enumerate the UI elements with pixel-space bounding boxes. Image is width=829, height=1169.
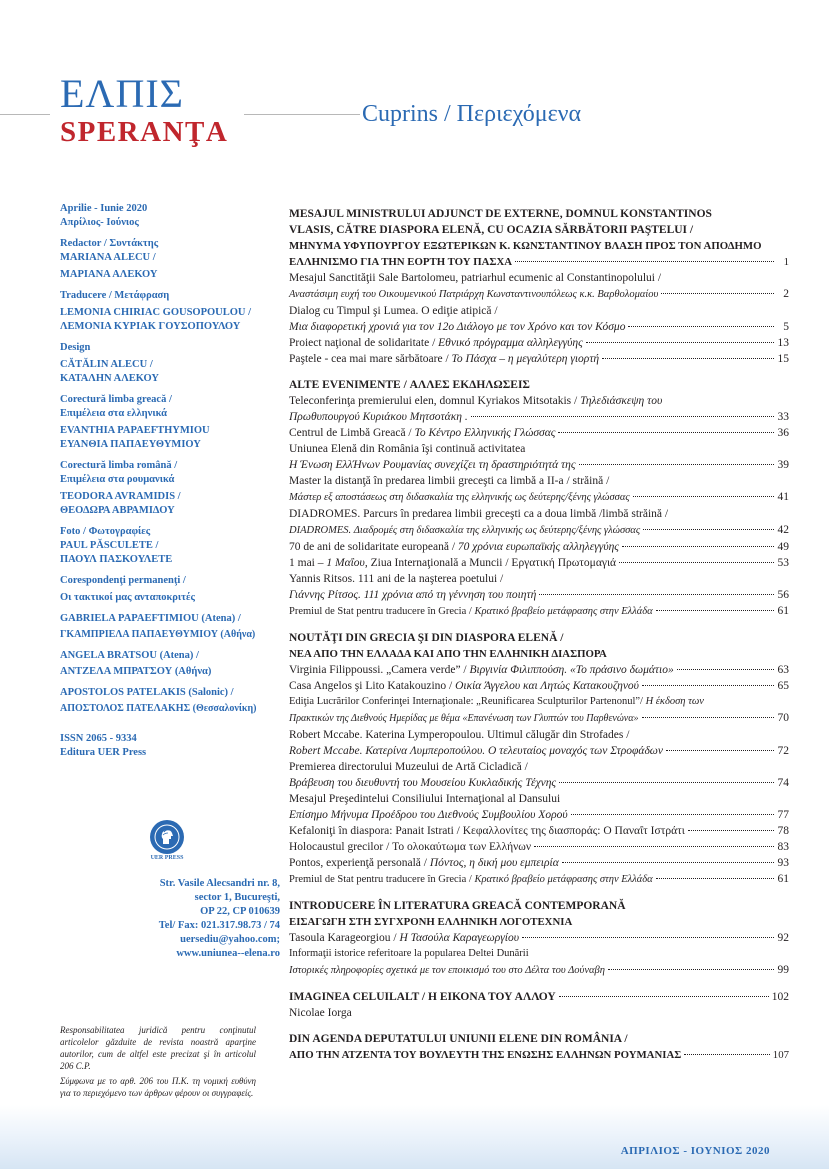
toc-entry[interactable] [289, 425, 789, 441]
address-line: sector 1, Bucureşti, [194, 892, 280, 903]
entry-title-ro: Master la distanţă în predarea limbii greceşti ca limbă a II-a / străină / [289, 475, 610, 487]
entry-title-ro: Pontos, experienţă personală / [289, 857, 430, 869]
correspondent-1-ro: GABRIELA PAPAEFTIMIOU (Atena) / [60, 613, 241, 624]
leader-dots [656, 878, 774, 879]
legal-notice-ro: Responsabilitatea juridică pentru conţinutul articolelor găzduite de revista noastră aparţine autorilor, cum de altfel este precizat şi în articolul 206 C.P. [60, 1025, 256, 1071]
page-number: 36 [777, 427, 789, 439]
leader-dots [656, 610, 774, 611]
page-number: 33 [777, 411, 789, 423]
leader-dots [628, 326, 774, 327]
section-title-gr: ΕΛΛΗΝΙΣΜΟ ΓΙΑ ΤΗΝ ΕΟΡΤΗ ΤΟΥ ΠΑΣΧΑ [289, 256, 513, 268]
page-number: 41 [777, 491, 789, 503]
section-title-gr: ΕΙΣΑΓΩΓΗ ΣΤΗ ΣΥΓΧΡΟΝΗ ΕΛΛΗΝΙΚΗ ΛΟΓΟΤΕΧΝΙΑ [289, 916, 573, 928]
entry-title-ro: Robert Mccabe. Katerina Lymperopoulou. Ultimul călugăr din Strofades / [289, 729, 630, 741]
proof-romanian-label-gr: Επιμέλεια στα ρουμανικά [60, 474, 175, 485]
entry-title-ro: Yannis Ritsos. 111 ani de la naşterea poetului / [289, 573, 504, 585]
entry-title-gr: Μια διαφορετική χρονιά για τον 12ο Διάλογο με τον Χρόνο και τον Κόσμο [289, 321, 626, 333]
toc-entry[interactable] [289, 489, 789, 506]
section-title-gr: ΑΠΟ ΤΗΝ ΑΤΖΕΝΤΑ ΤΟΥ ΒΟΥΛΕΥΤΗ ΤΗΣ ΕΝΩΣΗΣ ΕΛΛΗΝΩΝ ΡΟΥΜΑΝΙΑΣ [289, 1049, 682, 1061]
toc-entry[interactable] [289, 286, 789, 303]
page-number: 42 [777, 524, 789, 536]
page-number: 2 [783, 288, 789, 300]
entry-title-ro: Paştele - cea mai mare sărbătoare / [289, 353, 452, 365]
entry-title-ro: Casa Angelos şi Lito Katakouzino / [289, 680, 456, 692]
address-line: OP 22, CP 010639 [200, 906, 280, 917]
proof-greek-label-gr: Επιμέλεια στα ελληνικά [60, 408, 167, 419]
toc-entry[interactable] [289, 254, 789, 270]
toc-entry[interactable] [289, 807, 789, 823]
correspondent-3-ro: APOSTOLOS PATELAKIS (Salonic) / [60, 687, 234, 698]
page-number: 72 [777, 745, 789, 757]
page-number: 61 [777, 605, 789, 617]
page-number: 5 [783, 321, 789, 333]
publisher-address [60, 877, 280, 961]
toc-entry[interactable] [289, 555, 789, 571]
page-number: 74 [777, 777, 789, 789]
entry-title-gr: Οικία Άγγελου και Λητώς Κατακουζηνού [455, 680, 639, 692]
leader-dots [642, 685, 774, 686]
header-rule-left [0, 114, 50, 115]
entry-title-gr: Ιστορικές πληροφορίες σχετικά με τον εποικισμό του στο Δέλτα του Δούναβη [289, 965, 605, 976]
photographer-name-ro: PAUL PĂSCULETE / [60, 540, 159, 551]
toc-entry-line [289, 694, 789, 710]
correspondent-2-ro: ANGELA BRATSOU (Atena) / [60, 650, 199, 661]
leader-dots [684, 1054, 769, 1055]
proof-romanian-label: Corectură limba română / [60, 460, 178, 471]
page-number: 99 [777, 964, 789, 976]
toc-entry[interactable] [289, 587, 789, 603]
entry-title-gr: Το Κέντρο Ελληνικής Γλώσσας [414, 427, 556, 439]
page-number: 15 [777, 353, 789, 365]
entry-title-ro: Mesajul Preşedintelui Consiliului Internaţional al Dansului [289, 793, 561, 805]
toc-entry[interactable] [289, 871, 789, 888]
page-number: 77 [777, 809, 789, 821]
toc-entry[interactable] [289, 930, 789, 946]
designer-name-ro: CĂTĂLIN ALECU / [60, 359, 153, 370]
section-title: IMAGINEA CELUILALT / Η ΕΙΚΟΝΑ ΤΟΥ ΑΛΛΟΥ [289, 991, 556, 1003]
toc-entry[interactable] [289, 855, 789, 871]
section-title: INTRODUCERE ÎN LITERATURA GREACĂ CONTEMPORANĂ [289, 900, 626, 912]
section-title-gr: ΝΕΑ ΑΠΟ ΤΗΝ ΕΛΛΑΔΑ ΚΑΙ ΑΠΟ ΤΗΝ ΕΛΛΗΝΙΚΗ ΔΙΑΣΠΟΡΑ [289, 648, 607, 660]
entry-title-gr: Η Ένωση ΕλλΉνων Ρουμανίας συνεχίζει τη δραστηριότητά της [289, 459, 576, 471]
toc-entry[interactable] [289, 823, 789, 839]
issue-period-gr: Απρίλιος- Ιούνιος [60, 217, 139, 228]
entry-title-ro: DIADROMES. Parcurs în predarea limbii greceşti ca a doua limbă /limbă străină / [289, 508, 669, 520]
entry-title-gr: Κρατικό βραβείο μετάφρασης στην Ελλάδα [474, 606, 653, 617]
page-number: 107 [772, 1049, 789, 1061]
design-label: Design [60, 342, 91, 353]
page-number: 65 [777, 680, 789, 692]
page-number: 1 [783, 256, 789, 268]
entry-title-ro: Teleconferinţa premierului elen, domnul Kyriakos Mitsotakis / [289, 395, 581, 407]
editor-label: Redactor / Συντάκτης [60, 238, 159, 249]
leader-dots [643, 529, 774, 530]
entry-title-ro: Informaţii istorice referitoare la popularea Deltei Dunării [289, 948, 529, 959]
page-number: 39 [777, 459, 789, 471]
entry-title-gr: Βιργινία Φιλιππούση. «Το πράσινο δωμάτιο» [469, 664, 674, 676]
leader-dots [666, 750, 774, 751]
leader-dots [642, 717, 775, 718]
translator-name-ro: LEMONIA CHIRIAC GOUSOPOULOU / [60, 307, 252, 318]
leader-dots [579, 464, 775, 465]
credits-column [60, 202, 275, 760]
entry-title-ro: 70 de ani de solidaritate europeană / [289, 541, 458, 553]
toc-entry[interactable] [289, 522, 789, 539]
address-phone: Tel/ Fax: 021.317.98.73 / 74 [158, 920, 280, 931]
address-email[interactable]: uersediu@yahoo.com; [180, 934, 280, 945]
leader-dots [633, 496, 774, 497]
magazine-title-greek: ΕΛΠΙΣ [60, 71, 184, 116]
uer-press-logo [148, 820, 186, 861]
entry-title-gr: Το Πάσχα – η μεγαλύτερη γιορτή [451, 353, 600, 365]
page-number: 83 [777, 841, 789, 853]
logo-caption: UER PRESS [150, 855, 184, 861]
toc-entry[interactable] [289, 710, 789, 727]
entry-title-ro: Centrul de Limbă Greacă / [289, 427, 415, 439]
page-number: 102 [771, 991, 789, 1003]
leader-dots [559, 996, 769, 997]
toc-entry-line [289, 393, 789, 409]
translator-name-gr: ΛΕΜΟΝΙΑ ΚΥΡΙΑΚ ΓΟΥΣΟΠΟΥΛΟΥ [60, 321, 241, 332]
section-title: NOUTĂŢI DIN GRECIA ŞI DIN DIASPORA ELENĂ / [289, 632, 564, 644]
correspondent-1-gr: ΓΚΑΜΠΡΙΕΛΑ ΠΑΠΑΕΥΘΥΜΙΟΥ (Αθήνα) [60, 629, 256, 640]
entry-title-ro: Premierea directorului Muzeului de Artă Cicladică / [289, 761, 528, 773]
proof-romanian-name-ro: TEODORA AVRAMIDIS / [60, 491, 181, 502]
correspondent-2-gr: ΑΝΤΖΕΛΑ ΜΠΡΑΤΣΟΥ (Αθήνα) [60, 666, 212, 677]
entry-title-gr: Κρατικό βραβείο μετάφρασης στην Ελλάδα [474, 874, 653, 885]
leader-dots [539, 594, 774, 595]
leader-dots [622, 546, 774, 547]
toc-entry[interactable] [289, 1047, 789, 1063]
proof-greek-label: Corectură limba greacă / [60, 394, 172, 405]
head-profile-icon [150, 820, 184, 854]
entry-title-gr: Η Τασούλα Καραγεωργίου [399, 932, 519, 944]
legal-notice-gr: Σύμφωνα με το αρθ. 206 του Π.Κ. τη νομική ευθύνη για το περιεχόμενο των άρθρων φέρουν οι συγγραφείς. [60, 1076, 256, 1098]
correspondent-3-gr: ΑΠΟΣΤΟΛΟΣ ΠΑΤΕΛΑΚΗΣ (Θεσσαλονίκη) [60, 703, 257, 714]
toc-entry[interactable] [289, 539, 789, 555]
entry-title-gr: Γιάννης Ρίτσος. 111 χρόνια από τη γέννηση του ποιητή [289, 589, 537, 601]
section-title: DIN AGENDA DEPUTATULUI UNIUNII ELENE DIN ROMÂNIA / [289, 1033, 628, 1045]
entry-title-gr: 70 χρόνια ευρωπαϊκής αλληλεγγύης [457, 541, 619, 553]
toc-entry[interactable] [289, 743, 789, 759]
page-number: 70 [777, 712, 789, 724]
toc-entry[interactable] [289, 603, 789, 620]
translation-label: Traducere / Μετάφραση [60, 290, 170, 301]
page-number: 49 [777, 541, 789, 553]
photo-label: Foto / Φωτογραφίες [60, 526, 151, 537]
footer-issue-date: ΑΠΡΙΛΙΟΣ - ΙΟΥΝΙΟΣ 2020 [620, 1145, 770, 1157]
entry-title-gr: Επίσημο Μήνυμα Προέδρου του Διεθνούς Συμβουλίου Χορού [289, 809, 568, 821]
leader-dots [661, 293, 774, 294]
leader-dots [619, 562, 774, 563]
page-number: 92 [777, 932, 789, 944]
leader-dots [559, 782, 774, 783]
leader-dots [571, 814, 774, 815]
footer-band [0, 1105, 829, 1169]
entry-title-gr: Η έκδοση των [645, 696, 704, 707]
entry-title-gr: 1 Μαΐου [326, 557, 365, 569]
entry-title-gr: Εθνικό πρόγραμμα αλληλεγγύης [438, 337, 583, 349]
address-line: Str. Vasile Alecsandri nr. 8, [159, 878, 280, 889]
page-number: 78 [777, 825, 789, 837]
designer-name-gr: ΚΑΤΑΛΗΝ ΑΛΕΚΟΥ [60, 373, 159, 384]
toc-entry[interactable] [289, 839, 789, 855]
entry-title-ro: Tasoula Karageorgiou / [289, 932, 400, 944]
entry-title-ro: Mesajul Sanctităţii Sale Bartolomeu, patriarhul ecumenic al Constantinopolului / [289, 272, 662, 284]
entry-title-gr: Πρωθυπουργού Κυριάκου Μητσοτάκη . [289, 411, 468, 423]
contents-heading: Cuprins / Περιεχόμενα [362, 101, 582, 127]
entry-title-ro: Dialog cu Timpul şi Lumea. O ediţie atipică / [289, 305, 498, 317]
leader-dots [558, 432, 774, 433]
page-number: 13 [777, 337, 789, 349]
entry-title-gr: Τηλεδιάσκεψη του [580, 395, 663, 407]
section-title: MESAJUL MINISTRULUI ADJUNCT DE EXTERNE, DOMNUL KONSTANTINOS [289, 208, 712, 220]
entry-title-gr: Robert Mccabe. Κατερίνα Λυμπεροπούλου. Ο τελευταίος μοναχός των Στροφάδων [289, 745, 664, 757]
address-website[interactable]: www.uniunea--elena.ro [176, 948, 280, 959]
page-number: 56 [777, 589, 789, 601]
page-number: 93 [777, 857, 789, 869]
correspondents-label-gr: Οι τακτικοί μας ανταποκριτές [60, 592, 195, 603]
entry-title: Holocaustul grecilor / Το ολοκαύτωμα των Ελλήνων [289, 841, 532, 853]
proof-greek-name-ro: EVANTHIA PAPAEFTHYMIOU [60, 425, 210, 436]
leader-dots [608, 969, 774, 970]
toc-entry[interactable] [289, 678, 789, 694]
entry-title-ro: Premiul de Stat pentru traducere în Grecia / [289, 874, 475, 885]
entry-title-gr: Αναστάσιμη ευχή του Οικουμενικού Πατριάρχη Κωνσταντινουπόλεως κ.κ. Βαρθολομαίου [289, 289, 659, 300]
leader-dots [515, 261, 774, 262]
toc-entry[interactable] [289, 319, 789, 335]
leader-dots [562, 862, 774, 863]
entry-title-ro: 1 mai – [289, 557, 327, 569]
table-of-contents [289, 206, 789, 1063]
entry-title: Nicolae Iorga [289, 1007, 352, 1019]
entry-title-gr: Πόντος, η δική μου εμπειρία [429, 857, 559, 869]
entry-title-ro: Uniunea Elenă din România îşi continuă activitatea [289, 443, 526, 455]
photographer-name-gr: ΠΑΟΥΛ ΠΑΣΚΟΥΛΕΤΕ [60, 554, 173, 565]
editor-name-ro: MARIANA ALECU / [60, 252, 156, 263]
publisher: Editura UER Press [60, 747, 147, 758]
section-title-gr: ΜΗΝΥΜΑ ΥΦΥΠΟΥΡΓΟΥ ΕΞΩΤΕΡΙΚΩΝ Κ. ΚΩΝΣΤΑΝΤΙΝΟΥ ΒΛΑΣΗ ΠΡΟΣ ΤΟΝ ΑΠΟΔΗΜΟ [289, 240, 762, 252]
section-title: ALTE EVENIMENTE / ΑΛΛΕΣ ΕΚΔΗΛΩΣΕΙΣ [289, 379, 530, 391]
magazine-title-romanian: SPERANŢA [60, 116, 229, 148]
entry-title-gr: Πρακτικών της Διεθνούς Ημερίδας με θέμα «Επανένωση των Γλυπτών του Παρθενώνα» [289, 713, 639, 724]
toc-entry[interactable] [289, 409, 789, 425]
toc-entry[interactable] [289, 457, 789, 473]
correspondents-label: Corespondenţi permanenţi / [60, 575, 186, 586]
leader-dots [677, 669, 774, 670]
entry-title-ro: Ediţia Lucrărilor Conferinţei Internaţionale: „Reunificarea Sculpturilor Partenonul”/ [289, 696, 646, 707]
header-rule-right [244, 114, 360, 115]
entry-title-ro: , Ziua Internaţională a Muncii / Εργατική Πρωτομαγιά [364, 557, 617, 569]
entry-title-ro: Premiul de Stat pentru traducere în Grecia / [289, 606, 475, 617]
page-number: 63 [777, 664, 789, 676]
leader-dots [602, 358, 774, 359]
entry-title-gr: Μάστερ εξ αποστάσεως στη διδασκαλία της ελληνικής ως δεύτερης/ξένης γλώσσας [289, 492, 630, 503]
toc-entry[interactable] [289, 335, 789, 351]
leader-dots [471, 416, 774, 417]
leader-dots [522, 937, 774, 938]
entry-title-ro: Virginia Filippoussi. „Camera verde” / [289, 664, 470, 676]
toc-entry[interactable] [289, 662, 789, 678]
entry-title-gr: DIADROMES. Διαδρομές στη διδασκαλία της ελληνικής ως δεύτερης/ξένης γλώσσας [289, 525, 641, 536]
toc-entry[interactable] [289, 351, 789, 367]
leader-dots [534, 846, 774, 847]
issn: ISSN 2065 - 9334 [60, 733, 137, 744]
issue-period-ro: Aprilie - Iunie 2020 [60, 203, 148, 214]
page-number: 53 [777, 557, 789, 569]
toc-entry[interactable] [289, 989, 789, 1005]
toc-entry[interactable] [289, 775, 789, 791]
entry-title-ro: Proiect naţional de solidaritate / [289, 337, 439, 349]
entry-title-gr: Βράβευση του διευθυντή του Μουσείου Κυκλαδικής Τέχνης [289, 777, 557, 789]
page-number: 61 [777, 873, 789, 885]
toc-entry[interactable] [289, 962, 789, 979]
proof-romanian-name-gr: ΘΕΟΔΩΡΑ ΑΒΡΑΜΙΔΟΥ [60, 505, 175, 516]
editor-name-gr: ΜΑΡΙΑΝΑ ΑΛΕΚΟΥ [60, 269, 158, 280]
leader-dots [586, 342, 774, 343]
section-title: VLASIS, CĂTRE DIASPORA ELENĂ, CU OCAZIA SĂRBĂTORII PAŞTELUI / [289, 224, 694, 236]
leader-dots [688, 830, 774, 831]
entry-title: Kefaloniţi în diaspora: Panait Istrati / Κεφαλλονίτες της διασποράς: Ο Παναΐτ Ιστράτι [289, 825, 685, 837]
proof-greek-name-gr: ΕΥΑΝΘΙΑ ΠΑΠΑΕΥΘΥΜΙΟΥ [60, 439, 201, 450]
